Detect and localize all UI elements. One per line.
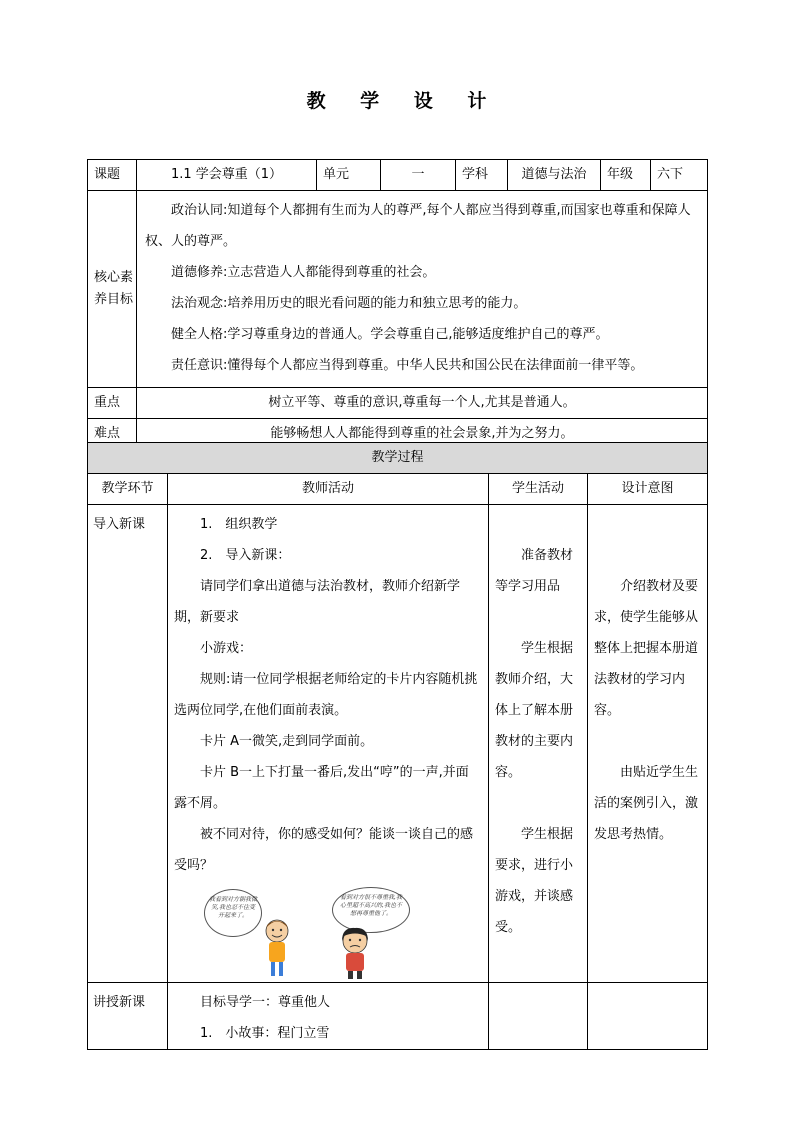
smiling-boy-icon [262, 917, 292, 979]
goal-item: 健全人格:学习尊重身边的普通人。学会尊重自己,能够适度维护自己的尊严。 [171, 327, 609, 342]
speech-bubble-right: 看到对方很不尊重我,我心里超不高兴的,我也不想再尊重他了。 [332, 887, 410, 933]
goals-content [137, 191, 708, 388]
intro-row [88, 505, 708, 983]
speech-bubble-left: 我看到对方朝我微笑,我也忍不住变开起来了。 [204, 889, 262, 937]
teacher-para: 小游戏： [200, 641, 253, 656]
design-para: 介绍教材及要求，使学生能够从整体上把握本册道法教材的学习内容。 [594, 579, 699, 718]
intro-teacher-activity [168, 505, 489, 983]
teaching-process-table [87, 442, 708, 1050]
lecture-design-intent [588, 983, 708, 1050]
key-point-value: 树立平等、尊重的意识,尊重每一个人,尤其是普通人。 [137, 388, 708, 419]
lecture-row [88, 983, 708, 1050]
column-header: 教师活动 [168, 474, 489, 505]
student-para: 学生根据教师介绍，大体上了解本册教材的主要内容。 [495, 641, 574, 780]
teacher-para: 规则:请一位同学根据老师给定的卡片内容随机挑选两位同学,在他们面前表演。 [174, 672, 478, 718]
teacher-para: 被不同对待，你的感受如何？能谈一谈自己的感受吗？ [174, 827, 474, 873]
teacher-para: 请同学们拿出道德与法治教材，教师介绍新学期，新要求 [174, 579, 461, 625]
unit-label: 单元 [317, 160, 381, 191]
key-point-label: 重点 [88, 388, 137, 419]
unit-value: 一 [381, 160, 456, 191]
difficulty-label: 难点 [88, 419, 137, 450]
process-title: 教学过程 [88, 443, 708, 474]
lecture-teacher-activity [168, 983, 489, 1050]
teacher-item-1: 1. 组织教学 [200, 517, 278, 532]
intro-student-activity [489, 505, 588, 983]
subject-value: 道德与法治 [508, 160, 601, 191]
lecture-stage [88, 983, 168, 1050]
intro-stage-label: 导入新课 [93, 517, 146, 532]
column-header: 学生活动 [489, 474, 588, 505]
difficulty-value: 能够畅想人人都能得到尊重的社会景象,并为之努力。 [137, 419, 708, 450]
key-point-row [88, 388, 708, 419]
teacher-item-2: 2. 导入新课： [200, 548, 291, 563]
intro-stage [88, 505, 168, 983]
goals-label: 核心素养目标 [88, 191, 137, 388]
student-para: 学生根据要求，进行小游戏，并谈感受。 [495, 827, 574, 935]
goal-item: 道德修养:立志营造人人都能得到尊重的社会。 [171, 265, 436, 280]
column-header: 教学环节 [88, 474, 168, 505]
goal-item: 政治认同:知道每个人都拥有生而为人的尊严,每个人都应当得到尊重,而国家也尊重和保障人权、人的尊严。 [145, 203, 691, 249]
illustration [174, 887, 480, 979]
design-para: 由贴近学生生活的案例引入，激发思考热情。 [594, 765, 699, 842]
goal-item: 法治观念:培养用历史的眼光看问题的能力和独立思考的能力。 [171, 296, 527, 311]
intro-design-intent [588, 505, 708, 983]
grade-value: 六下 [651, 160, 708, 191]
document-title: 教 学 设 计 [306, 90, 501, 112]
student-para: 准备教材等学习用品 [495, 548, 574, 594]
goals-row [88, 191, 708, 388]
frowning-girl-icon [338, 927, 372, 979]
lecture-line: 1. 小故事：程门立雪 [200, 1026, 330, 1041]
lecture-student-activity [489, 983, 588, 1050]
column-header: 设计意图 [588, 474, 708, 505]
topic-value: 1.1 学会尊重（1） [137, 160, 317, 191]
teacher-para: 卡片 B一上下打量一番后,发出“哼”的一声,并面露不屑。 [174, 765, 469, 811]
goal-item: 责任意识:懂得每个人都应当得到尊重。中华人民共和国公民在法律面前一律平等。 [171, 358, 644, 373]
topic-label: 课题 [88, 160, 137, 191]
header-row [88, 160, 708, 191]
lecture-stage-label: 讲授新课 [93, 995, 146, 1010]
lecture-line: 目标导学一：尊重他人 [200, 995, 331, 1010]
grade-label: 年级 [601, 160, 651, 191]
lesson-info-table [87, 159, 708, 450]
subject-label: 学科 [456, 160, 508, 191]
teacher-para: 卡片 A一微笑,走到同学面前。 [200, 734, 374, 749]
